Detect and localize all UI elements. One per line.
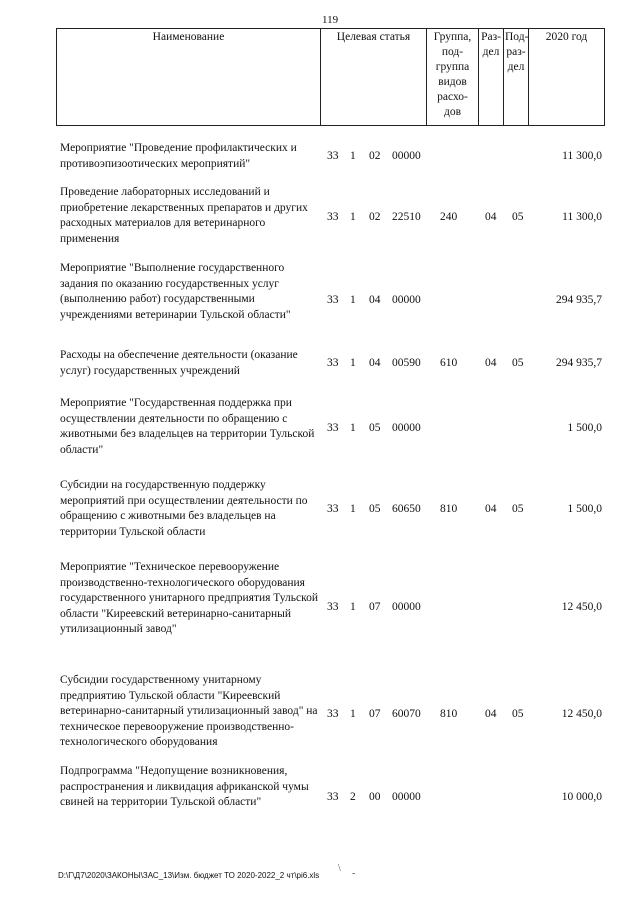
row-code-measure: 07 (369, 708, 381, 720)
row-amount: 1 500,0 (567, 503, 602, 515)
row-code-measure: 07 (369, 601, 381, 613)
row-code-program: 33 (327, 601, 339, 613)
row-code-direction: 00000 (392, 294, 421, 306)
header-target-article: Целевая статья (321, 29, 427, 126)
table-row (60, 396, 608, 460)
scan-mark: \ (338, 863, 341, 874)
row-code-measure: 05 (369, 422, 381, 434)
table-row (60, 261, 608, 341)
row-name: Субсидии государственному унитарному предприятию Тульской области "Киреевский ветеринарно-санитарный утилизационный завод" на техническое перевооружение производственно-технологического оборудования (60, 674, 318, 748)
row-name: Мероприятие "Выполнение государственного задания по оказанию государственных услуг (выполнению работ) государственными учреждениями ветеринарии Тульской области" (60, 262, 291, 321)
table-row (60, 348, 608, 380)
row-expense-group: 610 (440, 357, 458, 369)
row-subsection: 05 (512, 503, 524, 515)
row-amount: 12 450,0 (561, 708, 602, 720)
row-amount: 11 300,0 (562, 150, 602, 162)
row-amount: 294 935,7 (556, 294, 602, 306)
row-code-program: 33 (327, 150, 339, 162)
row-code-direction: 60650 (392, 503, 421, 515)
row-code-program: 33 (327, 708, 339, 720)
row-subsection: 05 (512, 357, 524, 369)
row-code-program: 33 (327, 422, 339, 434)
row-code-subprogram: 1 (350, 294, 356, 306)
row-name: Мероприятие "Государственная поддержка при осуществлении деятельности по обращению с животными без владельцев на территории Тульской области" (60, 397, 315, 456)
header-name: Наименование (57, 29, 321, 126)
row-name: Расходы на обеспечение деятельности (оказание услуг) государственных учреждений (60, 349, 298, 377)
row-name: Мероприятие "Проведение профилактических и противоэпизоотических мероприятий" (60, 142, 297, 170)
row-amount: 12 450,0 (561, 601, 602, 613)
row-section: 04 (485, 503, 497, 515)
header-subsection: Под- раз- дел (504, 29, 529, 126)
row-subsection: 05 (512, 211, 524, 223)
row-expense-group: 810 (440, 503, 458, 515)
row-code-direction: 00000 (392, 601, 421, 613)
row-code-subprogram: 1 (350, 422, 356, 434)
row-subsection: 05 (512, 708, 524, 720)
row-code-measure: 04 (369, 294, 381, 306)
row-name: Мероприятие "Техническое перевооружение производственно-технологического оборудования государственного унитарного предприятия Тульской области "Киреевский ветеринарно-санитарный утилизационный завод" (60, 561, 318, 635)
row-code-measure: 02 (369, 150, 381, 162)
row-code-direction: 00000 (392, 150, 421, 162)
table-row (60, 478, 608, 542)
row-amount: 1 500,0 (567, 422, 602, 434)
row-code-subprogram: 2 (350, 791, 356, 803)
table-row (60, 673, 608, 769)
table-row (60, 764, 608, 828)
row-code-program: 33 (327, 791, 339, 803)
table-row (60, 560, 608, 656)
row-code-program: 33 (327, 357, 339, 369)
row-code-measure: 00 (369, 791, 381, 803)
header-section: Раз- дел (479, 29, 504, 126)
table-row (60, 185, 608, 249)
row-code-program: 33 (327, 503, 339, 515)
row-section: 04 (485, 211, 497, 223)
row-code-subprogram: 1 (350, 503, 356, 515)
row-amount: 11 300,0 (562, 211, 602, 223)
row-name: Субсидии на государственную поддержку мероприятий при осуществлении деятельности по обращению с животными без владельцев на территории Тульской области (60, 479, 308, 538)
row-section: 04 (485, 708, 497, 720)
row-name: Проведение лабораторных исследований и приобретение лекарственных препаратов и других расходных материалов для ветеринарного применения (60, 186, 308, 245)
row-code-measure: 05 (369, 503, 381, 515)
row-code-subprogram: 1 (350, 708, 356, 720)
row-code-subprogram: 1 (350, 357, 356, 369)
row-code-program: 33 (327, 294, 339, 306)
row-code-measure: 02 (369, 211, 381, 223)
row-code-measure: 04 (369, 357, 381, 369)
row-code-subprogram: 1 (350, 601, 356, 613)
row-name: Подпрограмма "Недопущение возникновения, распространения и ликвидация африканской чумы свиней на территории Тульской области" (60, 765, 309, 808)
row-code-subprogram: 1 (350, 211, 356, 223)
row-code-direction: 22510 (392, 211, 421, 223)
row-amount: 294 935,7 (556, 357, 602, 369)
row-code-direction: 00590 (392, 357, 421, 369)
file-path-footer: D:\Г\Д7\2020\ЗАКОНЫ\ЗАС_13\Изм. бюджет ТО 2020-2022_2 чт\рі6.xls (58, 871, 320, 880)
row-code-program: 33 (327, 211, 339, 223)
header-expense-group: Группа, под- группа видов расхо- дов (427, 29, 479, 126)
row-code-direction: 60070 (392, 708, 421, 720)
page-number: 119 (322, 14, 339, 26)
header-year: 2020 год (529, 29, 605, 126)
row-code-subprogram: 1 (350, 150, 356, 162)
row-section: 04 (485, 357, 497, 369)
row-code-direction: 00000 (392, 422, 421, 434)
row-amount: 10 000,0 (561, 791, 602, 803)
row-code-direction: 00000 (392, 791, 421, 803)
row-expense-group: 810 (440, 708, 458, 720)
table-row (60, 141, 608, 173)
table-header (56, 28, 605, 126)
scan-mark: - (352, 868, 356, 879)
row-expense-group: 240 (440, 211, 458, 223)
